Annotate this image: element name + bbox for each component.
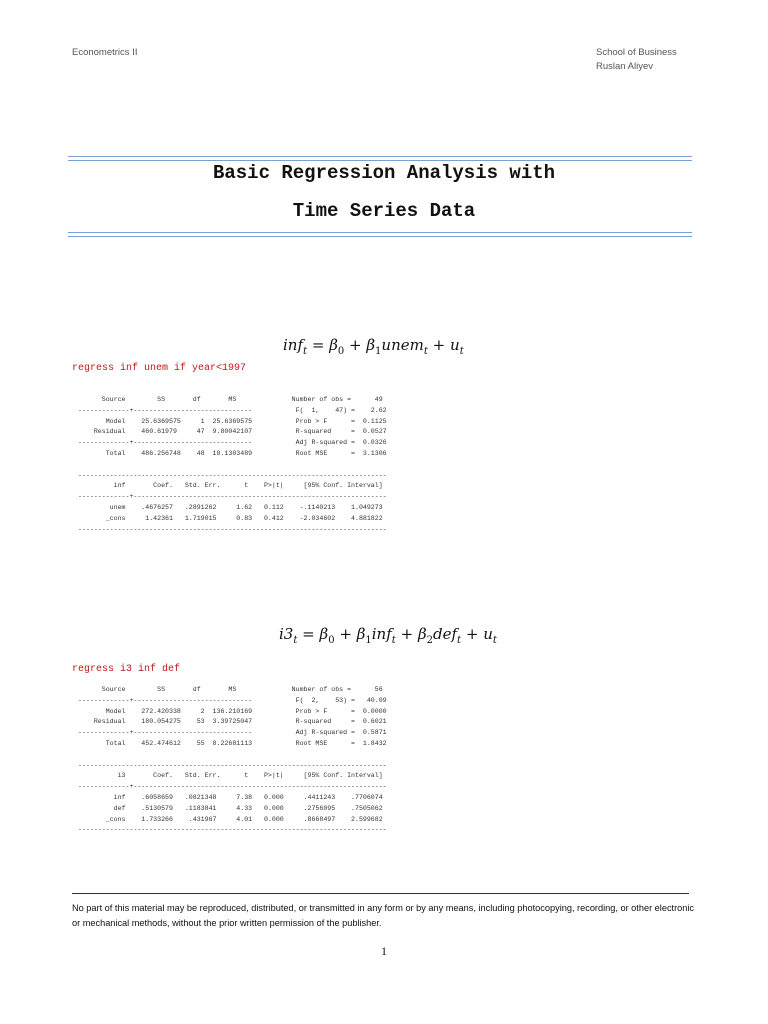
document-title-line1: Basic Regression Analysis with: [212, 162, 556, 184]
equation-model1: $inf_t = \beta_0$ + $\beta_1unem_t + u_t$: [283, 336, 464, 357]
header-school: School of Business: [596, 47, 677, 58]
header-author: Ruslan Aliyev: [596, 61, 654, 72]
document-title-line2: Time Series Data: [292, 200, 476, 222]
stata-command-model1: regress inf unem if year<1997: [72, 363, 247, 374]
header-author-block: [596, 46, 677, 74]
regression-output-model2: Source SS df MS Number of obs = 56 -------------+------------------------------ F( 2, 53) = 40.09 Model 272.420338 2 136.210169 Prob > F = 0.0000 Residual 180.054275 53 3.39725047 R-squared = 0.6021 -------------+------------------------------ Adj R-squared = 0.5871 Total 452.474612 55 8.22681113 Root MSE = 1.8432 ------------------------------------------------------------------------------ i3 Coef. Std. Err. t P>|t| [95% Conf. Interval] -------------+---------------------------------------------------------------- inf .6058659 .0821348 7.38 0.000 .4411243 .7706074 def .5130579 .1183841 4.33 0.000 .2756095 .7505062 _cons 1.733266 .431967 4.01 0.000 .8668497 2.599682 ------------------------------------------------------------------------------: [78, 686, 387, 834]
copyright-notice: No part of this material may be reproduced, distributed, or transmitted in any form or by any means, including photocopying, recording, or other electronic or mechanical methods, without the prior written permission of the publisher.: [72, 903, 694, 928]
header-course: Econometrics II: [72, 47, 138, 58]
title-rule-top: [68, 156, 692, 157]
stata-command-model2: regress i3 inf def: [72, 664, 181, 675]
equation-model2: $i3_t = \beta_0 + \beta_1inf_t + \beta_2def_t + u_t$: [279, 625, 497, 646]
regression-output-model1: Source SS df MS Number of obs = 49 -------------+------------------------------ F( 1, 47) = 2.62 Model 25.6369575 1 25.6369575 Prob > F = 0.1125 Residual 460.61979 47 9.80042107 R-squared = 0.0527 -------------+------------------------------ Adj R-squared = 0.0326 Total 486.256748 48 10.1303489 Root MSE = 3.1306 ------------------------------------------------------------------------------ inf Coef. Std. Err. t P>|t| [95% Conf. Interval] -------------+---------------------------------------------------------------- unem .4676257 .2891262 1.62 0.112 -.1140213 1.049273 _cons 1.42361 1.719015 0.83 0.412 -2.034602 4.881822 ------------------------------------------------------------------------------: [78, 396, 387, 533]
title-rule-top-inner: [68, 160, 692, 161]
footer-rule: [72, 893, 689, 894]
page-number: 1: [381, 944, 387, 958]
title-rule-bottom-inner: [68, 232, 692, 233]
title-rule-bottom: [68, 236, 692, 237]
